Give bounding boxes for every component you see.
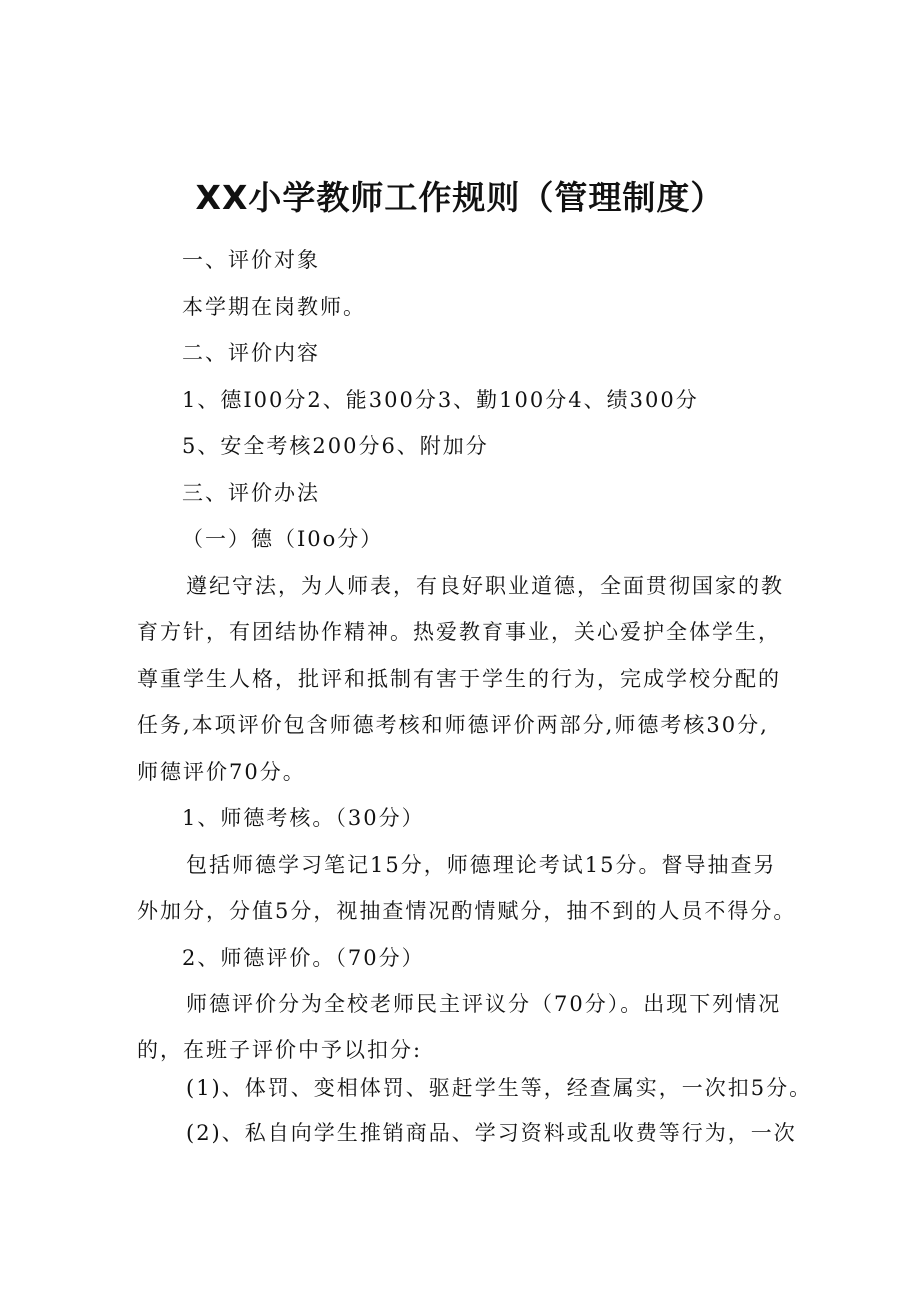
ethics-paragraph-line-3: 尊重学生人格，批评和抵制有害于学生的行为，完成学校分配的 xyxy=(137,667,781,691)
heading-evaluation-target: 一、评价对象 xyxy=(182,248,320,272)
heading-evaluation-method: 三、评价办法 xyxy=(182,481,320,505)
ethics-paragraph-line-2: 育方针，有团结协作精神。热爱教育事业，关心爱护全体学生， xyxy=(137,620,781,644)
evaluation-paragraph-line-2: 的，在班子评价中予以扣分: xyxy=(137,1038,423,1062)
ethics-paragraph-line-1: 遵纪守法，为人师表，有良好职业道德，全面贯彻国家的教 xyxy=(186,574,784,598)
assessment-paragraph-line-1: 包括师德学习笔记15分，师德理论考试15分。督导抽查另 xyxy=(186,853,777,877)
subheading-ethics-assessment: 1、师德考核。（30分） xyxy=(182,806,425,830)
ethics-paragraph-line-5: 师德评价70分。 xyxy=(137,760,306,784)
subheading-ethics-evaluation: 2、师德评价。（70分） xyxy=(182,946,425,970)
ethics-paragraph-line-4: 任务,本项评价包含师德考核和师德评价两部分,师德考核30分, xyxy=(137,713,769,737)
deduction-item-2: (2)、私自向学生推销商品、学习资料或乱收费等行为，一次 xyxy=(186,1121,797,1145)
assessment-paragraph-line-2: 外加分，分值5分，视抽查情况酌情赋分，抽不到的人员不得分。 xyxy=(137,899,797,923)
deduction-item-1: (1)、体罚、变相体罚、驱赶学生等，经查属实，一次扣5分。 xyxy=(186,1076,813,1100)
paragraph-target: 本学期在岗教师。 xyxy=(182,295,366,319)
document-title: XX小学教师工作规则（管理制度） xyxy=(195,178,725,217)
subheading-ethics: （一）德（I0o分） xyxy=(182,527,384,551)
content-scores-line-1: 1、德I00分2、能300分3、勤100分4、绩300分 xyxy=(182,388,699,412)
content-scores-line-2: 5、安全考核200分6、附加分 xyxy=(182,434,489,458)
heading-evaluation-content: 二、评价内容 xyxy=(182,341,320,365)
evaluation-paragraph-line-1: 师德评价分为全校老师民主评议分（70分）。出现下列情况 xyxy=(186,992,782,1016)
